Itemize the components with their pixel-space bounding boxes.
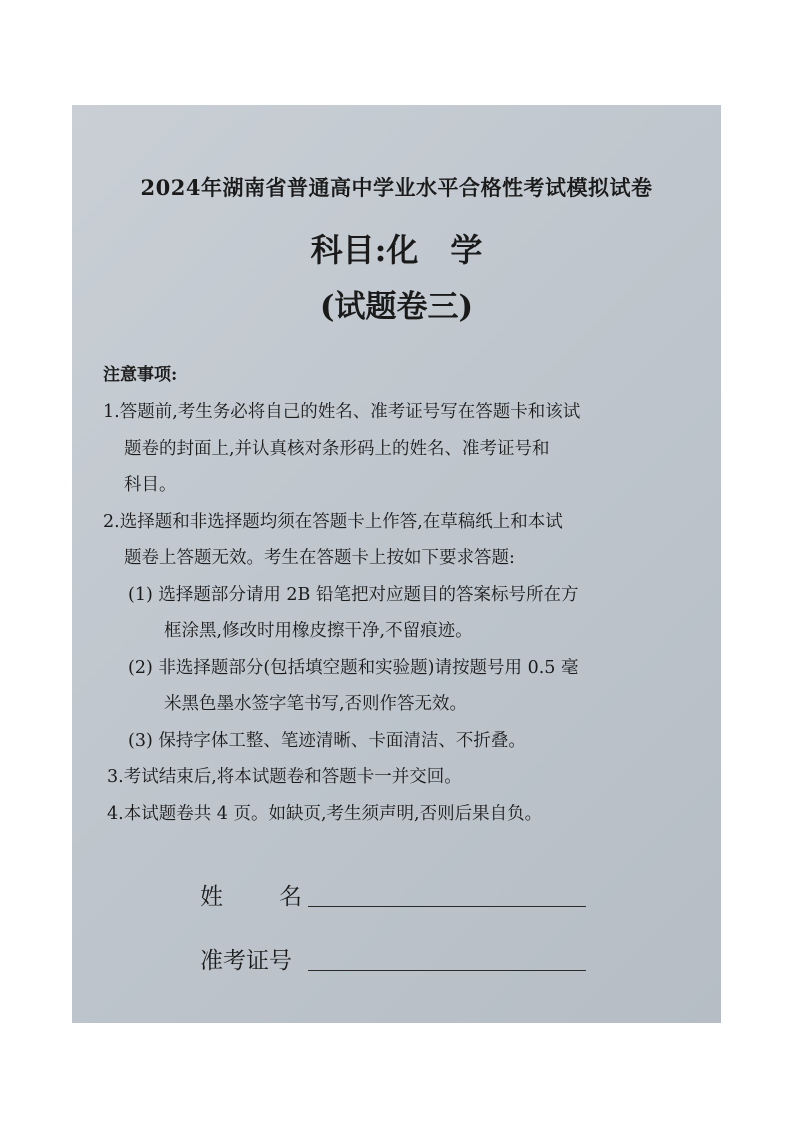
- note-1-line-3: 科目。: [124, 475, 177, 495]
- note-2-sub-1-line-1: (1) 选择题部分请用 2B 铅笔把对应题目的答案标号所在方: [128, 584, 579, 605]
- note-1-line-1: 1.答题前,考生务必将自己的姓名、准考证号写在答题卡和该试: [103, 402, 581, 422]
- exam-cover-sheet: [72, 105, 721, 1023]
- exam-no-label: 准考证号: [200, 948, 292, 974]
- note-4: 4.本试题卷共 4 页。如缺页,考生须声明,否则后果自负。: [107, 803, 543, 824]
- note-2-sub-2-line-1: (2) 非选择题部分(包括填空题和实验题)请按题号用 0.5 毫: [128, 657, 579, 678]
- notes-heading: 注意事项:: [103, 365, 178, 385]
- name-label: [200, 878, 308, 911]
- note-3: 3.考试结束后,将本试题卷和答题卡一并交回。: [107, 767, 462, 787]
- note-1-line-2: 题卷的封面上,并认真核对条形码上的姓名、准考证号和: [124, 438, 550, 459]
- name-input-line[interactable]: [308, 882, 586, 907]
- exam-no-field-row: [200, 911, 586, 975]
- paper-number: (试题卷三): [319, 289, 474, 325]
- note-2-line-1: 2.选择题和非选择题均须在答题卡上作答,在草稿纸上和本试: [103, 511, 563, 532]
- subject-heading: 科目:化 学: [310, 231, 483, 269]
- exam-title: 2024年湖南省普通高中学业水平合格性考试模拟试卷: [140, 175, 653, 200]
- name-label-char-2: 名: [279, 884, 302, 910]
- note-2-sub-1-line-2: 框涂黑,修改时用橡皮擦干净,不留痕迹。: [164, 621, 473, 641]
- notes-section: [103, 360, 703, 832]
- name-field-row: [200, 847, 586, 911]
- note-2-sub-2-line-2: 米黑色墨水签字笔书写,否则作答无效。: [164, 694, 468, 714]
- exam-no-input-line[interactable]: [308, 946, 586, 971]
- name-label-char-1: 姓: [200, 884, 223, 910]
- candidate-fields: [200, 847, 586, 975]
- note-2-sub-3-line-1: (3) 保持字体工整、笔迹清晰、卡面清洁、不折叠。: [128, 730, 526, 751]
- note-2-line-2: 题卷上答题无效。考生在答题卡上按如下要求答题:: [124, 548, 515, 568]
